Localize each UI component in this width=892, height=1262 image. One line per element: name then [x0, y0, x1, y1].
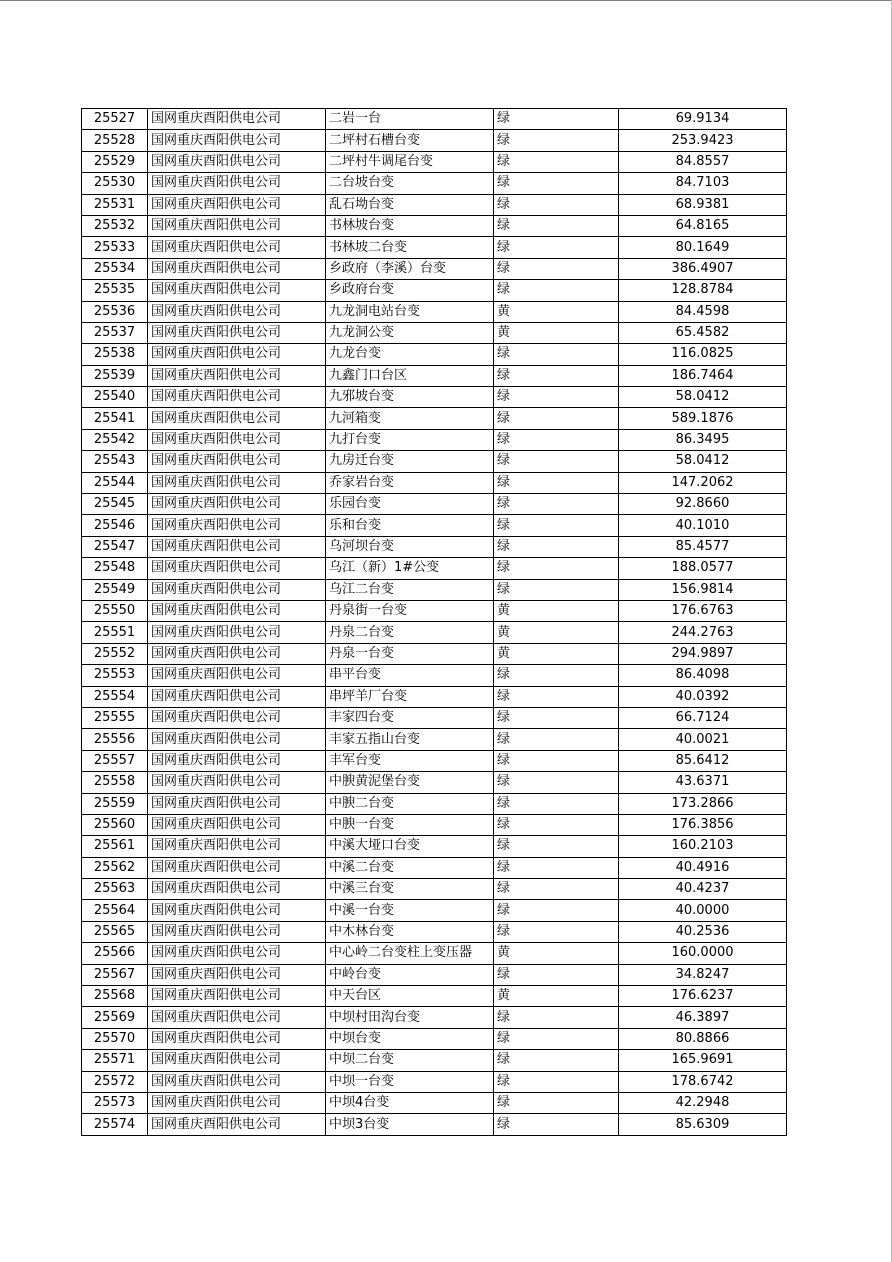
cell-value: 85.6412 [619, 750, 787, 771]
cell-status: 绿 [494, 130, 619, 151]
cell-id: 25565 [82, 921, 148, 942]
cell-status: 绿 [494, 237, 619, 258]
cell-id: 25532 [82, 215, 148, 236]
cell-id: 25541 [82, 408, 148, 429]
cell-value: 40.0392 [619, 686, 787, 707]
table-row [82, 130, 787, 151]
cell-transformer-name: 二台坡台变 [326, 173, 494, 194]
cell-value: 85.4577 [619, 536, 787, 557]
cell-id: 25545 [82, 494, 148, 515]
cell-transformer-name: 中腴一台变 [326, 814, 494, 835]
cell-value: 64.8165 [619, 215, 787, 236]
cell-company: 国网重庆酉阳供电公司 [148, 1028, 326, 1049]
cell-status: 黄 [494, 301, 619, 322]
table-row [82, 879, 787, 900]
cell-value: 80.8866 [619, 1028, 787, 1049]
table-row [82, 836, 787, 857]
cell-id: 25543 [82, 451, 148, 472]
cell-company: 国网重庆酉阳供电公司 [148, 429, 326, 450]
table-row [82, 451, 787, 472]
table-row [82, 921, 787, 942]
table-row [82, 515, 787, 536]
cell-id: 25539 [82, 365, 148, 386]
cell-transformer-name: 中坝二台变 [326, 1050, 494, 1071]
table-row [82, 622, 787, 643]
cell-status: 绿 [494, 387, 619, 408]
cell-company: 国网重庆酉阳供电公司 [148, 921, 326, 942]
cell-transformer-name: 乔家岩台变 [326, 472, 494, 493]
cell-id: 25558 [82, 772, 148, 793]
cell-transformer-name: 二岩一台 [326, 109, 494, 130]
cell-value: 40.4237 [619, 879, 787, 900]
cell-transformer-name: 乌江（新）1#公变 [326, 558, 494, 579]
table-row [82, 964, 787, 985]
cell-status: 绿 [494, 515, 619, 536]
cell-company: 国网重庆酉阳供电公司 [148, 280, 326, 301]
table-row [82, 301, 787, 322]
cell-status: 绿 [494, 558, 619, 579]
cell-transformer-name: 乡政府（李溪）台变 [326, 258, 494, 279]
cell-id: 25553 [82, 665, 148, 686]
table-row [82, 173, 787, 194]
cell-status: 绿 [494, 836, 619, 857]
cell-company: 国网重庆酉阳供电公司 [148, 408, 326, 429]
cell-transformer-name: 丹泉一台变 [326, 643, 494, 664]
cell-transformer-name: 中坝台变 [326, 1028, 494, 1049]
cell-company: 国网重庆酉阳供电公司 [148, 515, 326, 536]
cell-company: 国网重庆酉阳供电公司 [148, 258, 326, 279]
cell-status: 绿 [494, 1028, 619, 1049]
cell-company: 国网重庆酉阳供电公司 [148, 301, 326, 322]
table-row [82, 772, 787, 793]
cell-status: 绿 [494, 686, 619, 707]
cell-company: 国网重庆酉阳供电公司 [148, 237, 326, 258]
cell-value: 86.3495 [619, 429, 787, 450]
cell-company: 国网重庆酉阳供电公司 [148, 643, 326, 664]
cell-value: 294.9897 [619, 643, 787, 664]
cell-status: 绿 [494, 365, 619, 386]
cell-company: 国网重庆酉阳供电公司 [148, 387, 326, 408]
cell-value: 188.0577 [619, 558, 787, 579]
cell-company: 国网重庆酉阳供电公司 [148, 1114, 326, 1135]
cell-transformer-name: 二坪村牛调尾台变 [326, 151, 494, 172]
table-row [82, 151, 787, 172]
cell-status: 绿 [494, 772, 619, 793]
cell-status: 绿 [494, 258, 619, 279]
cell-id: 25527 [82, 109, 148, 130]
cell-status: 绿 [494, 215, 619, 236]
cell-status: 绿 [494, 1071, 619, 1092]
cell-status: 绿 [494, 857, 619, 878]
cell-status: 绿 [494, 109, 619, 130]
cell-value: 84.4598 [619, 301, 787, 322]
cell-id: 25549 [82, 579, 148, 600]
table-row [82, 579, 787, 600]
table-row [82, 729, 787, 750]
cell-status: 绿 [494, 750, 619, 771]
cell-company: 国网重庆酉阳供电公司 [148, 494, 326, 515]
cell-id: 25564 [82, 900, 148, 921]
cell-status: 绿 [494, 814, 619, 835]
cell-company: 国网重庆酉阳供电公司 [148, 322, 326, 343]
cell-value: 58.0412 [619, 451, 787, 472]
cell-status: 绿 [494, 1007, 619, 1028]
cell-value: 156.9814 [619, 579, 787, 600]
cell-status: 绿 [494, 173, 619, 194]
cell-value: 178.6742 [619, 1071, 787, 1092]
cell-status: 绿 [494, 707, 619, 728]
cell-company: 国网重庆酉阳供电公司 [148, 772, 326, 793]
table-row [82, 494, 787, 515]
cell-transformer-name: 中心岭二台变柱上变压器 [326, 943, 494, 964]
table-row [82, 109, 787, 130]
table-row [82, 558, 787, 579]
cell-value: 253.9423 [619, 130, 787, 151]
cell-transformer-name: 九房迁台变 [326, 451, 494, 472]
cell-company: 国网重庆酉阳供电公司 [148, 986, 326, 1007]
table-row [82, 793, 787, 814]
cell-id: 25560 [82, 814, 148, 835]
cell-transformer-name: 九龙洞公变 [326, 322, 494, 343]
table-row [82, 1071, 787, 1092]
table-row [82, 857, 787, 878]
cell-status: 绿 [494, 665, 619, 686]
cell-status: 绿 [494, 879, 619, 900]
cell-company: 国网重庆酉阳供电公司 [148, 173, 326, 194]
cell-id: 25557 [82, 750, 148, 771]
cell-transformer-name: 乡政府台变 [326, 280, 494, 301]
cell-transformer-name: 中腴二台变 [326, 793, 494, 814]
cell-value: 40.0000 [619, 900, 787, 921]
cell-transformer-name: 串坪羊厂台变 [326, 686, 494, 707]
cell-company: 国网重庆酉阳供电公司 [148, 1007, 326, 1028]
cell-id: 25569 [82, 1007, 148, 1028]
cell-id: 25546 [82, 515, 148, 536]
cell-company: 国网重庆酉阳供电公司 [148, 536, 326, 557]
cell-status: 黄 [494, 322, 619, 343]
cell-value: 34.8247 [619, 964, 787, 985]
cell-id: 25567 [82, 964, 148, 985]
cell-status: 绿 [494, 451, 619, 472]
cell-status: 绿 [494, 964, 619, 985]
cell-value: 165.9691 [619, 1050, 787, 1071]
cell-company: 国网重庆酉阳供电公司 [148, 365, 326, 386]
cell-value: 116.0825 [619, 344, 787, 365]
cell-company: 国网重庆酉阳供电公司 [148, 622, 326, 643]
cell-id: 25531 [82, 194, 148, 215]
table-row [82, 237, 787, 258]
table-row [82, 215, 787, 236]
cell-transformer-name: 中坝4台变 [326, 1092, 494, 1113]
cell-id: 25534 [82, 258, 148, 279]
page-top-border [0, 0, 892, 1]
table-row [82, 1092, 787, 1113]
table-row [82, 1028, 787, 1049]
table-row [82, 322, 787, 343]
cell-company: 国网重庆酉阳供电公司 [148, 750, 326, 771]
table-row [82, 344, 787, 365]
cell-transformer-name: 中溪大垭口台变 [326, 836, 494, 857]
cell-company: 国网重庆酉阳供电公司 [148, 194, 326, 215]
cell-id: 25538 [82, 344, 148, 365]
table-row [82, 194, 787, 215]
cell-status: 绿 [494, 1092, 619, 1113]
table-row [82, 814, 787, 835]
cell-id: 25550 [82, 600, 148, 621]
cell-id: 25572 [82, 1071, 148, 1092]
table-row [82, 707, 787, 728]
cell-transformer-name: 丹泉二台变 [326, 622, 494, 643]
cell-status: 绿 [494, 1050, 619, 1071]
cell-value: 160.0000 [619, 943, 787, 964]
cell-id: 25556 [82, 729, 148, 750]
cell-transformer-name: 中坝3台变 [326, 1114, 494, 1135]
cell-id: 25530 [82, 173, 148, 194]
cell-company: 国网重庆酉阳供电公司 [148, 729, 326, 750]
table-row [82, 280, 787, 301]
cell-company: 国网重庆酉阳供电公司 [148, 472, 326, 493]
cell-value: 92.8660 [619, 494, 787, 515]
cell-company: 国网重庆酉阳供电公司 [148, 1092, 326, 1113]
cell-company: 国网重庆酉阳供电公司 [148, 1071, 326, 1092]
cell-company: 国网重庆酉阳供电公司 [148, 451, 326, 472]
cell-status: 黄 [494, 986, 619, 1007]
cell-id: 25548 [82, 558, 148, 579]
cell-transformer-name: 乐园台变 [326, 494, 494, 515]
cell-id: 25561 [82, 836, 148, 857]
cell-transformer-name: 中溪二台变 [326, 857, 494, 878]
cell-status: 绿 [494, 151, 619, 172]
cell-company: 国网重庆酉阳供电公司 [148, 943, 326, 964]
cell-transformer-name: 乐和台变 [326, 515, 494, 536]
cell-value: 176.6763 [619, 600, 787, 621]
cell-status: 绿 [494, 729, 619, 750]
cell-value: 40.1010 [619, 515, 787, 536]
cell-status: 绿 [494, 429, 619, 450]
cell-transformer-name: 中溪一台变 [326, 900, 494, 921]
cell-id: 25570 [82, 1028, 148, 1049]
cell-status: 绿 [494, 472, 619, 493]
cell-id: 25574 [82, 1114, 148, 1135]
cell-value: 65.4582 [619, 322, 787, 343]
cell-value: 40.0021 [619, 729, 787, 750]
cell-transformer-name: 丹泉街一台变 [326, 600, 494, 621]
cell-id: 25528 [82, 130, 148, 151]
cell-transformer-name: 中天台区 [326, 986, 494, 1007]
cell-value: 69.9134 [619, 109, 787, 130]
cell-transformer-name: 乌河坝台变 [326, 536, 494, 557]
cell-value: 176.3856 [619, 814, 787, 835]
cell-company: 国网重庆酉阳供电公司 [148, 707, 326, 728]
cell-company: 国网重庆酉阳供电公司 [148, 665, 326, 686]
cell-id: 25537 [82, 322, 148, 343]
cell-company: 国网重庆酉阳供电公司 [148, 814, 326, 835]
cell-company: 国网重庆酉阳供电公司 [148, 109, 326, 130]
cell-value: 40.2536 [619, 921, 787, 942]
cell-status: 绿 [494, 408, 619, 429]
cell-status: 绿 [494, 793, 619, 814]
cell-transformer-name: 中腴黄泥堡台变 [326, 772, 494, 793]
cell-transformer-name: 中木林台变 [326, 921, 494, 942]
cell-company: 国网重庆酉阳供电公司 [148, 879, 326, 900]
cell-id: 25536 [82, 301, 148, 322]
cell-company: 国网重庆酉阳供电公司 [148, 1050, 326, 1071]
cell-company: 国网重庆酉阳供电公司 [148, 558, 326, 579]
cell-transformer-name: 中坝村田沟台变 [326, 1007, 494, 1028]
cell-id: 25555 [82, 707, 148, 728]
table-row [82, 258, 787, 279]
cell-id: 25544 [82, 472, 148, 493]
table-row [82, 472, 787, 493]
cell-value: 84.8557 [619, 151, 787, 172]
cell-id: 25563 [82, 879, 148, 900]
table-row [82, 429, 787, 450]
table-row [82, 900, 787, 921]
table-row [82, 600, 787, 621]
cell-id: 25533 [82, 237, 148, 258]
cell-status: 绿 [494, 494, 619, 515]
cell-value: 68.9381 [619, 194, 787, 215]
cell-value: 58.0412 [619, 387, 787, 408]
cell-transformer-name: 串平台变 [326, 665, 494, 686]
cell-value: 66.7124 [619, 707, 787, 728]
cell-status: 绿 [494, 579, 619, 600]
data-table [81, 108, 787, 1136]
cell-value: 43.6371 [619, 772, 787, 793]
cell-company: 国网重庆酉阳供电公司 [148, 215, 326, 236]
cell-transformer-name: 书林坡二台变 [326, 237, 494, 258]
table-row [82, 750, 787, 771]
table-row [82, 387, 787, 408]
cell-value: 147.2062 [619, 472, 787, 493]
table-row [82, 1050, 787, 1071]
table-row [82, 408, 787, 429]
cell-transformer-name: 中岭台变 [326, 964, 494, 985]
cell-id: 25562 [82, 857, 148, 878]
cell-value: 589.1876 [619, 408, 787, 429]
cell-company: 国网重庆酉阳供电公司 [148, 344, 326, 365]
cell-transformer-name: 中坝一台变 [326, 1071, 494, 1092]
cell-transformer-name: 中溪三台变 [326, 879, 494, 900]
cell-id: 25540 [82, 387, 148, 408]
cell-value: 186.7464 [619, 365, 787, 386]
cell-company: 国网重庆酉阳供电公司 [148, 151, 326, 172]
cell-status: 绿 [494, 280, 619, 301]
cell-value: 85.6309 [619, 1114, 787, 1135]
cell-company: 国网重庆酉阳供电公司 [148, 686, 326, 707]
cell-status: 绿 [494, 344, 619, 365]
cell-id: 25566 [82, 943, 148, 964]
cell-transformer-name: 九河箱变 [326, 408, 494, 429]
cell-status: 绿 [494, 921, 619, 942]
cell-value: 84.7103 [619, 173, 787, 194]
table-row [82, 665, 787, 686]
cell-transformer-name: 丰家五指山台变 [326, 729, 494, 750]
cell-transformer-name: 丰家四台变 [326, 707, 494, 728]
cell-transformer-name: 乌江二台变 [326, 579, 494, 600]
cell-status: 黄 [494, 600, 619, 621]
cell-value: 46.3897 [619, 1007, 787, 1028]
cell-status: 绿 [494, 536, 619, 557]
cell-id: 25554 [82, 686, 148, 707]
table-row [82, 643, 787, 664]
table-row [82, 986, 787, 1007]
cell-status: 绿 [494, 1114, 619, 1135]
cell-id: 25547 [82, 536, 148, 557]
cell-status: 绿 [494, 194, 619, 215]
cell-company: 国网重庆酉阳供电公司 [148, 579, 326, 600]
cell-value: 244.2763 [619, 622, 787, 643]
cell-status: 绿 [494, 900, 619, 921]
cell-company: 国网重庆酉阳供电公司 [148, 793, 326, 814]
table-row [82, 536, 787, 557]
cell-value: 173.2866 [619, 793, 787, 814]
cell-transformer-name: 丰军台变 [326, 750, 494, 771]
cell-company: 国网重庆酉阳供电公司 [148, 836, 326, 857]
cell-status: 黄 [494, 943, 619, 964]
cell-id: 25571 [82, 1050, 148, 1071]
cell-value: 128.8784 [619, 280, 787, 301]
cell-id: 25535 [82, 280, 148, 301]
cell-transformer-name: 书林坡台变 [326, 215, 494, 236]
cell-id: 25542 [82, 429, 148, 450]
cell-transformer-name: 九龙台变 [326, 344, 494, 365]
cell-transformer-name: 九鑫门口台区 [326, 365, 494, 386]
cell-value: 386.4907 [619, 258, 787, 279]
cell-id: 25559 [82, 793, 148, 814]
cell-id: 25573 [82, 1092, 148, 1113]
cell-status: 黄 [494, 622, 619, 643]
cell-value: 176.6237 [619, 986, 787, 1007]
cell-company: 国网重庆酉阳供电公司 [148, 130, 326, 151]
table-row [82, 943, 787, 964]
table-row [82, 1007, 787, 1028]
cell-status: 黄 [494, 643, 619, 664]
table-row [82, 365, 787, 386]
cell-company: 国网重庆酉阳供电公司 [148, 900, 326, 921]
cell-transformer-name: 九打台变 [326, 429, 494, 450]
cell-company: 国网重庆酉阳供电公司 [148, 964, 326, 985]
cell-company: 国网重庆酉阳供电公司 [148, 857, 326, 878]
cell-transformer-name: 乱石坳台变 [326, 194, 494, 215]
cell-value: 40.4916 [619, 857, 787, 878]
cell-company: 国网重庆酉阳供电公司 [148, 600, 326, 621]
cell-value: 80.1649 [619, 237, 787, 258]
cell-id: 25529 [82, 151, 148, 172]
cell-value: 42.2948 [619, 1092, 787, 1113]
table-body [82, 109, 787, 1136]
cell-value: 160.2103 [619, 836, 787, 857]
cell-transformer-name: 二坪村石槽台变 [326, 130, 494, 151]
cell-id: 25551 [82, 622, 148, 643]
cell-value: 86.4098 [619, 665, 787, 686]
cell-transformer-name: 九邪坡台变 [326, 387, 494, 408]
cell-id: 25568 [82, 986, 148, 1007]
cell-id: 25552 [82, 643, 148, 664]
table-row [82, 686, 787, 707]
cell-transformer-name: 九龙洞电站台变 [326, 301, 494, 322]
table-row [82, 1114, 787, 1135]
